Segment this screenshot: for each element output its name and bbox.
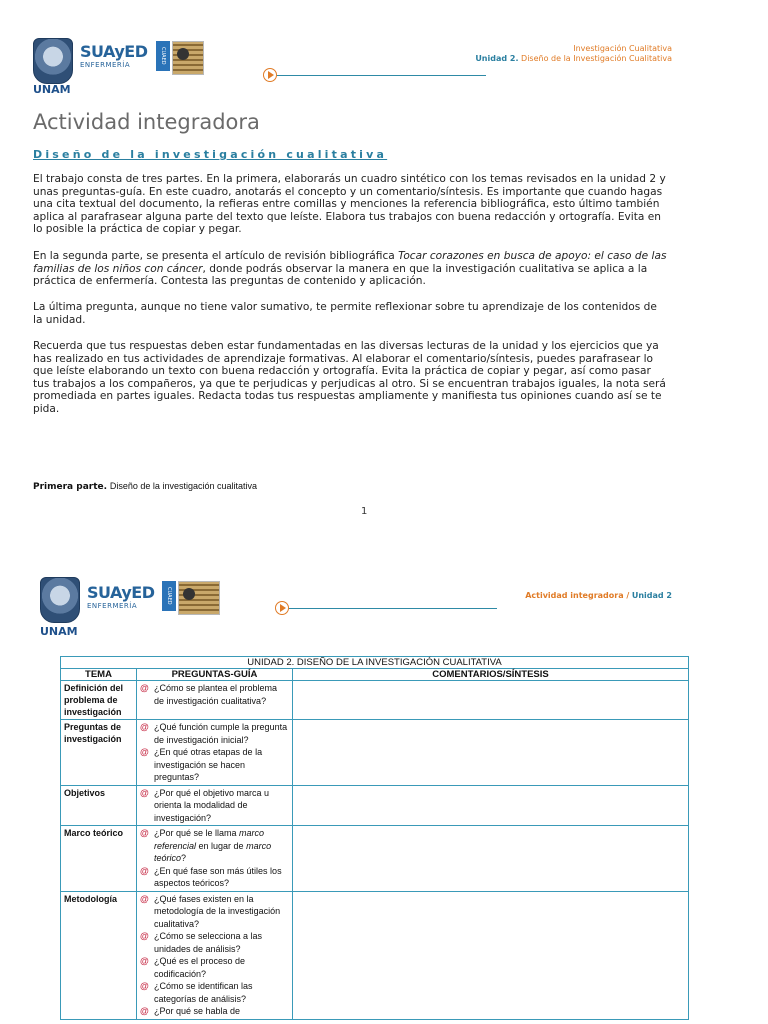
eneo-badge: CUAED: [156, 41, 170, 71]
suayed-logo-2: [87, 585, 154, 610]
table-row: [61, 720, 689, 786]
at-bullet-icon: @: [140, 683, 149, 693]
paragraph-2-text-end: , donde podrás observar la manera en que la investigación cualitativa se aplica a la práctica de enfermería. Contesta las preguntas de contenido y aplicación.: [33, 262, 648, 288]
question-item: [140, 930, 289, 955]
header-divider: [277, 75, 486, 76]
unam-crest-logo: [33, 38, 73, 84]
column-header-preguntas: PREGUNTAS-GUÍA: [137, 669, 293, 681]
at-bullet-icon: @: [140, 981, 149, 991]
question-text: ¿Cómo se identifican las categorías de análisis?: [154, 981, 253, 1004]
question-list: [140, 893, 289, 1018]
unam-label: UNAM: [33, 83, 71, 96]
question-text: ¿Por qué se habla de: [154, 1006, 241, 1016]
unam-label-2: UNAM: [40, 625, 78, 638]
at-bullet-icon: @: [140, 865, 149, 876]
tema-cell: Objetivos: [61, 785, 137, 826]
intro-paragraph-4: Recuerda que tus respuestas deben estar fundamentadas en las diversas lecturas de la unidad y los ejercicios que ya has realizado en tus actividades de aprendizaje formativas. Al elaborar el comentario/síntesis, puedes parafrasear lo que leíste elaborando un texto con buena redacción y ortografía. Evita la práctica de copiar y pegar, así como pasar tus trabajos a los compañeros, ya que te perjudicas y perjudicas al otro. Si se encuentran trabajos iguales, la nota será promediada en partes iguales. Redacta todas tus respuestas ampliamente y manifiesta tus opiniones cuando así se te pida.: [33, 340, 666, 415]
eneo-logo-2: [162, 581, 220, 615]
comentarios-cell[interactable]: [293, 785, 689, 826]
question-item: [140, 827, 289, 865]
page-number: 1: [361, 506, 368, 517]
question-item: [140, 787, 289, 825]
comentarios-cell[interactable]: [293, 891, 689, 1019]
eneo-building-image: [172, 41, 204, 75]
eneo-logo: [156, 41, 204, 75]
table-row: [61, 891, 689, 1019]
question-text: ¿Cómo se selecciona a las unidades de análisis?: [154, 931, 263, 954]
play-icon-2[interactable]: [275, 601, 289, 615]
question-item: [140, 721, 289, 746]
header-divider-2: [289, 608, 497, 609]
at-bullet-icon: @: [140, 787, 149, 798]
eneo-badge-2: CUAED: [162, 581, 176, 611]
question-item: [140, 865, 289, 890]
table-caption: UNIDAD 2. DISEÑO DE LA INVESTIGACIÓN CUALITATIVA: [61, 657, 689, 669]
comentarios-cell[interactable]: [293, 720, 689, 786]
column-header-tema: TEMA: [61, 669, 137, 681]
column-header-comentarios: COMENTARIOS/SÍNTESIS: [293, 669, 689, 681]
subtitle: Diseño de la investigación cualitativa: [33, 148, 388, 161]
unit-number: Unidad 2.: [475, 54, 519, 63]
unam-crest-logo-2: [40, 577, 80, 623]
guide-table: [60, 656, 689, 1020]
question-text: ?: [181, 853, 187, 863]
eneo-building-image-2: [178, 581, 220, 615]
comentarios-cell[interactable]: [293, 826, 689, 892]
question-text: ¿Qué fases existen en la metodología de la investigación cualitativa?: [154, 893, 281, 929]
page-title: Actividad integradora: [33, 110, 260, 134]
table-row: [61, 826, 689, 892]
course-name: Investigación Cualitativa: [573, 44, 672, 53]
question-list: [140, 787, 289, 825]
preguntas-cell: [137, 681, 293, 720]
section-heading: [33, 481, 257, 492]
paragraph-2-text: En la segunda parte, se presenta el artículo de revisión bibliográfica: [33, 250, 399, 262]
table-body: [61, 681, 689, 1020]
intro-paragraph-1: El trabajo consta de tres partes. En la primera, elaborarás un cuadro sintético con los temas revisados en la unidad 2 y unas preguntas-guía. En este cuadro, anotarás el concepto y un comentario/síntesis. Es importante que cuando hagas una cita textual del documento, la refieras entre comillas y menciones la referencia bibliográfica, esto último también aplica al parafrasear alguna parte del texto que leíste. Elabora tus trabajos con buena redacción y ortografía. Evita en lo posible la práctica de copiar y pegar.: [33, 173, 666, 236]
tema-cell: Metodología: [61, 891, 137, 1019]
suayed-logo: [80, 44, 147, 69]
question-text: ¿Qué es el proceso de codificación?: [154, 956, 246, 979]
question-text: ¿Cómo se plantea el problema de investigación cualitativa?: [154, 683, 278, 706]
tema-cell: Definición del problema de investigación: [61, 681, 137, 720]
question-item: [140, 746, 289, 784]
header-activity-info: [525, 591, 672, 601]
question-list: [140, 682, 289, 707]
unit-label: Unidad 2: [631, 591, 672, 600]
preguntas-cell: [137, 826, 293, 892]
at-bullet-icon: @: [140, 722, 149, 732]
header-course-info: [475, 44, 672, 64]
suayed-logo-text-2: SUAyED: [87, 583, 155, 602]
question-item: [140, 980, 289, 1005]
question-text: ¿Por qué se le llama: [154, 828, 240, 838]
preguntas-cell: [137, 720, 293, 786]
at-bullet-icon: @: [140, 956, 149, 966]
intro-paragraph-2: [33, 250, 669, 288]
section-heading-title: Diseño de la investigación cualitativa: [109, 481, 257, 491]
question-text: ¿En qué otras etapas de la investigación se hacen preguntas?: [154, 747, 263, 782]
question-text: en lugar de: [196, 840, 247, 851]
question-italic-text: marco teórico: [154, 840, 272, 863]
at-bullet-icon: @: [140, 893, 149, 904]
comentarios-cell[interactable]: [293, 681, 689, 720]
play-icon[interactable]: [263, 68, 277, 82]
question-item: [140, 893, 289, 931]
intro-paragraph-3: La última pregunta, aunque no tiene valor sumativo, te permite reflexionar sobre tu aprendizaje de los contenidos de la unidad.: [33, 301, 657, 326]
question-text: ¿En qué fase son más útiles los aspectos teóricos?: [154, 865, 282, 888]
preguntas-cell: [137, 891, 293, 1019]
question-text: ¿Qué función cumple la pregunta de investigación inicial?: [154, 722, 288, 745]
question-italic-text: marco referencial: [154, 828, 265, 851]
article-title: Tocar corazones en busca de apoyo: el caso de las familias de los niños con cáncer: [33, 250, 667, 275]
tema-cell: Preguntas de investigación: [61, 720, 137, 786]
question-item: [140, 1005, 289, 1018]
question-list: [140, 721, 289, 784]
preguntas-cell: [137, 785, 293, 826]
unit-title: Diseño de la Investigación Cualitativa: [521, 54, 672, 63]
activity-label: Actividad integradora /: [525, 591, 630, 600]
table-row: [61, 785, 689, 826]
suayed-logo-subtext-2: ENFERMERÍA: [87, 602, 138, 610]
question-text: ¿Por qué el objetivo marca u orienta la modalidad de investigación?: [154, 787, 270, 823]
question-list: [140, 827, 289, 890]
at-bullet-icon: @: [140, 828, 149, 838]
suayed-logo-text: SUAyED: [80, 42, 148, 61]
tema-cell: Marco teórico: [61, 826, 137, 892]
at-bullet-icon: @: [140, 931, 149, 941]
question-item: [140, 955, 289, 980]
at-bullet-icon: @: [140, 747, 149, 757]
question-item: [140, 682, 289, 707]
suayed-logo-subtext: ENFERMERÍA: [80, 61, 131, 69]
at-bullet-icon: @: [140, 1006, 149, 1016]
section-heading-label: Primera parte.: [33, 482, 108, 492]
table-row: [61, 681, 689, 720]
